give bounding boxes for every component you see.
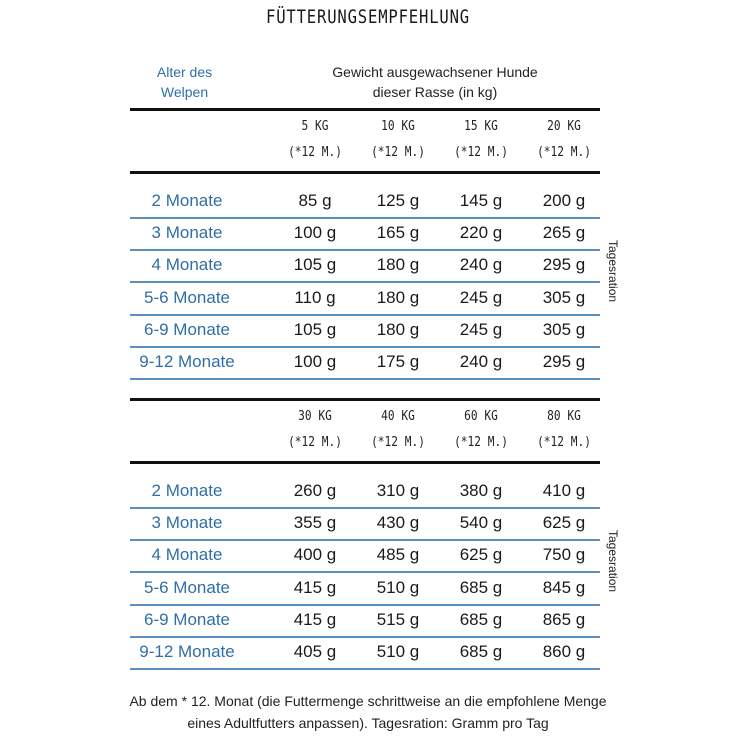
ration-cell: 100 g [293,223,337,243]
ration-cell: 355 g [293,513,337,533]
ration-cell: 110 g [294,287,336,307]
weight-header-line-1: Gewicht ausgewachsener Hunde [332,64,538,80]
ration-cell: 750 g [542,545,586,565]
ration-cell: 125 g [376,191,420,210]
age-cell: 9-12 Monate [139,352,235,371]
row-divider [130,604,600,606]
ration-cell: 685 g [459,609,503,629]
weight-column-head [281,404,350,456]
ration-cell: 865 g [542,609,586,629]
ration-cell: 305 g [542,287,586,307]
ration-cell: 85 g [298,191,332,210]
ration-cell: 415 g [293,609,337,629]
weight-column-head [364,114,433,166]
age-cell: 5-6 Monate [144,287,230,307]
weight-note: (*12 M.) [371,435,425,450]
ration-cell: 260 g [293,481,337,500]
ration-cell: 200 g [542,191,586,210]
weight-note: (*12 M.) [454,435,508,450]
weight-label: 30 KG [298,409,332,424]
row-divider [130,668,600,670]
row-divider [130,507,600,509]
age-cell: 6-9 Monate [144,609,230,629]
weight-label: 40 KG [381,409,415,424]
age-cell: 3 Monate [151,513,223,533]
ration-cell: 175 g [376,352,420,371]
weight-label: 5 KG [301,119,329,134]
age-header-line-1: Alter des [156,64,213,80]
ration-cell: 430 g [376,513,420,533]
age-cell: 2 Monate [151,191,223,210]
weight-column-header [270,62,600,102]
section-rule-top [130,398,600,401]
ration-cell: 485 g [376,545,420,565]
weight-column-head [281,114,350,166]
ration-cell: 105 g [293,255,337,275]
ration-cell: 400 g [293,545,337,565]
ration-cell: 860 g [542,642,586,661]
weight-label: 15 KG [464,119,498,134]
ration-cell: 625 g [542,513,586,533]
weight-column-head [530,114,599,166]
ration-cell: 405 g [293,642,337,661]
ration-cell: 305 g [542,319,586,339]
ration-cell: 415 g [293,577,337,597]
age-cell: 4 Monate [151,545,223,565]
ration-cell: 540 g [459,513,503,533]
weight-note: (*12 M.) [288,145,342,160]
row-divider [130,249,600,251]
section-rule-header [130,171,600,174]
age-column-header [122,62,247,102]
ration-cell: 180 g [376,319,420,339]
weight-column-head [530,404,599,456]
footnote-line-2: eines Adultfutters anpassen). Tagesration: Gramm pro Tag [187,715,549,731]
weight-note: (*12 M.) [371,145,425,160]
ration-cell: 685 g [459,642,503,661]
footnote-line-1: Ab dem * 12. Monat (die Futtermenge schrittweise an die empfohlene Menge [129,693,607,709]
section-rule-header [130,461,600,464]
ration-cell: 845 g [542,577,586,597]
ration-cell: 180 g [376,255,420,275]
weight-label: 10 KG [381,119,415,134]
age-cell: 3 Monate [151,223,223,243]
side-label-tagesration: Tagesration [606,530,620,593]
ration-cell: 685 g [459,577,503,597]
row-divider [130,539,600,541]
weight-label: 80 KG [547,409,581,424]
ration-cell: 240 g [459,352,503,371]
row-divider [130,217,600,219]
row-divider [130,571,600,573]
weight-note: (*12 M.) [537,435,591,450]
ration-cell: 515 g [376,609,420,629]
ration-cell: 310 g [376,481,420,500]
weight-note: (*12 M.) [288,435,342,450]
ration-cell: 510 g [376,642,420,661]
ration-cell: 180 g [376,287,420,307]
weight-column-head [447,404,516,456]
ration-cell: 295 g [542,255,586,275]
row-divider [130,378,600,380]
age-cell: 9-12 Monate [139,642,235,661]
ration-cell: 410 g [542,481,586,500]
weight-note: (*12 M.) [454,145,508,160]
ration-cell: 105 g [293,319,337,339]
footnote [0,690,736,734]
ration-cell: 510 g [376,577,420,597]
row-divider [130,314,600,316]
ration-cell: 245 g [459,287,503,307]
weight-header-line-2: dieser Rasse (in kg) [372,84,498,100]
weight-column-head [447,114,516,166]
ration-cell: 380 g [459,481,503,500]
age-cell: 2 Monate [151,481,223,500]
weight-label: 20 KG [547,119,581,134]
age-cell: 5-6 Monate [144,577,230,597]
age-cell: 4 Monate [151,255,223,275]
age-header-line-2: Welpen [160,84,209,100]
ration-cell: 625 g [459,545,503,565]
row-divider [130,281,600,283]
ration-cell: 100 g [293,352,337,371]
weight-note: (*12 M.) [537,145,591,160]
page-title: FÜTTERUNGSEMPFEHLUNG [265,6,471,28]
row-divider [130,636,600,638]
row-divider [130,346,600,348]
weight-label: 60 KG [464,409,498,424]
side-label-tagesration: Tagesration [606,240,620,303]
ration-cell: 265 g [542,223,586,243]
age-cell: 6-9 Monate [144,319,230,339]
ration-cell: 220 g [459,223,503,243]
ration-cell: 165 g [376,223,420,243]
ration-cell: 240 g [459,255,503,275]
ration-cell: 295 g [542,352,586,371]
ration-cell: 245 g [459,319,503,339]
ration-cell: 145 g [459,191,503,210]
section-rule-top [130,108,600,111]
weight-column-head [364,404,433,456]
